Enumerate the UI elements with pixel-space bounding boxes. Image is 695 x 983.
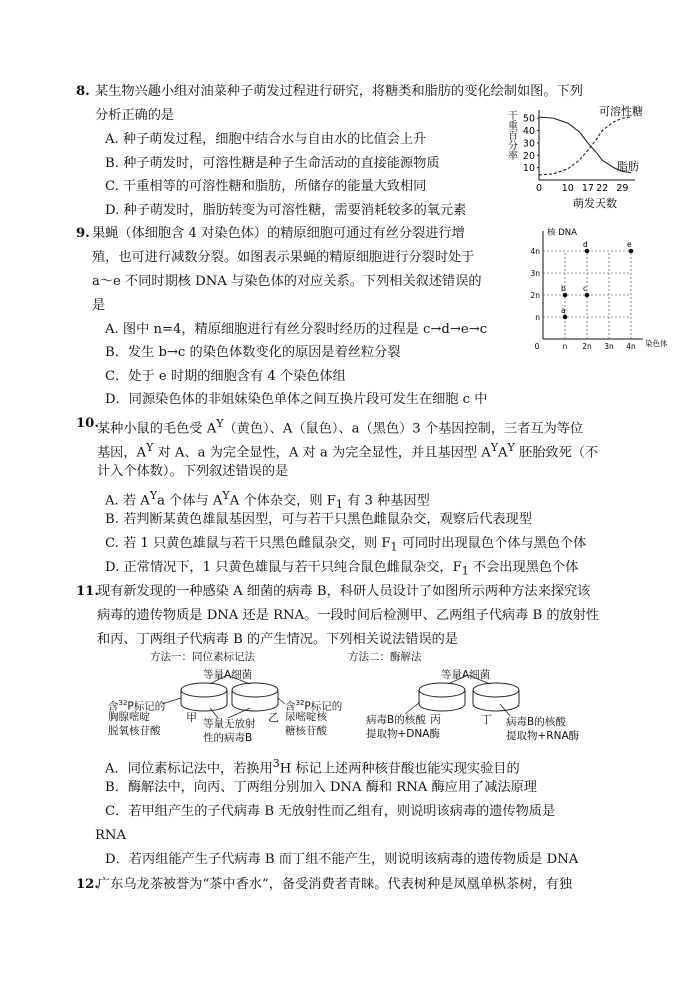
label-nonradioactive-virus-line2: 性的病毒B [203,732,253,744]
q8-y-tick-label: 20 [522,150,535,162]
q9-option-a: A. 图中 n=4，精原细胞进行有丝分裂时经历的过程是 c→d→e→c [105,322,488,337]
q8-x-tick-label: 29 [616,183,629,194]
q9-point-label-a: a [561,306,566,315]
q12-stem-line1: 广东乌龙茶被誉为“茶中香水”，备受消费者青睐。代表树种是凤凰单枞茶树，有独 [97,877,573,892]
q9-y-tick-label: 4n [530,247,540,256]
q10-option-c: C. 若 1 只黄色雄鼠与若干只黑色雌鼠杂交，则 $F_1$ 可同时出现鼠色个体与黑色个体 [105,536,587,554]
q8-y-tick-label: 40 [522,126,535,138]
q11-option-c-line1: C．若甲组产生的子代病毒 B 无放射性而乙组有，则说明该病毒的遗传物质是 [105,804,556,819]
q9-stem-line2: 殖，也可进行减数分裂。如图表示果蝇的精原细胞进行分裂时处于 [92,250,475,265]
q11-number: 11. [76,584,99,599]
q9-y-tick-label: 3n [530,269,540,278]
petri-dish-ding [473,683,519,711]
group-yi-label: 乙 [268,711,279,724]
q8-option-b: B. 种子萌发时，可溶性糖是种子生命活动的直接能源物质 [105,156,440,171]
q10-stem-line3: 计入个体数）。下列叙述错误的是 [97,464,289,479]
q9-y-axis-label: 核 DNA [547,228,577,238]
q8-y-tick-label: 50 [522,113,535,125]
q8-option-a: A. 种子萌发过程，细胞中结合水与自由水的比值会上升 [105,132,427,147]
q9-x-tick-label: 3n [604,342,614,351]
q8-number: 8. [76,84,90,99]
q11-stem-line1: 现有新发现的一种感染 A 细菌的病毒 B，科研人员设计了如图所示两种方法来探究该 [97,584,591,599]
q9-option-c: C．处于 e 时期的细胞含有 4 个染色体组 [105,369,346,384]
q9-x-tick-label: n [562,342,568,351]
q10-option-b: B. 若判断某黄色雄鼠基因型，可与若干只黑色雌鼠杂交，观察后代表现型 [105,512,532,527]
bacteria-arrows-1 [210,675,250,684]
q8-line-chart [503,106,653,210]
q9-x-tick-label: 2n [582,342,592,351]
method1-equal-bacteria: 等量A细菌 [203,669,253,681]
q8-x-axis-label: 萌发天数 [573,197,617,210]
q9-point-label-c: c [583,284,588,293]
q10-stem-line2: 基因，$A^Y$ 对 A、a 为完全显性，A 对 a 为完全显性，并且基因型 $A^YA^Y$ 胚胎致死（不 [97,441,599,461]
q12-number: 12. [76,877,99,892]
q10-option-d: D. 正常情况下，1 只黄色雄鼠与若干只纯合鼠色雌鼠杂交，$F_1$ 不会出现黑色个体 [105,560,579,578]
q11-option-a: A．同位素标记法中，若换用$^3$H 标记上述两种核苷酸也能实现实验目的 [105,757,520,777]
petri-dish-yi [232,683,278,711]
q8-stem-line2: 分析正确的是 [95,108,175,123]
q9-y-tick-label: 2n [530,291,540,300]
label-group-ding-treatment-line2: 提取物+RNA酶 [506,730,580,742]
label-group-bing-treatment: 病毒B的核酸 [366,714,426,726]
label-thymidine-line3: 脱氧核苷酸 [108,725,161,737]
q11-option-c-line2: RNA [95,828,126,843]
arrow-to-yi [278,698,285,704]
q8-series-label-sugar: 可溶性糖 [599,105,643,118]
petri-dish-bing [419,683,465,711]
q10-stem-line1: 某种小鼠的毛色受 $A^Y$（黄色）、A（鼠色）、a（黑色）3 个基因控制，三者互为等位 [97,417,584,437]
arrow-to-jia [162,698,181,704]
q8-x-tick-label: 10 [561,183,574,194]
q9-stem-line1: 果蝇（体细胞含 4 对染色体）的精原细胞可通过有丝分裂进行增 [92,226,465,241]
q9-x-axis-label: 染色体 [645,339,668,348]
q8-option-d: D. 种子萌发时，脂肪转变为可溶性糖，需要消耗较多的氧元素 [105,203,467,218]
q9-point-a [563,315,568,320]
label-32p-uridine: 含$^{32}$P标记的 [285,699,343,713]
q9-option-d: D．同源染色体的非姐妹染色单体之间互换片段可发生在细胞 c 中 [105,392,488,407]
q9-stem-line3: a～e 不同时期核 DNA 与染色体的对应关系。下列相关叙述错误的 [92,274,482,289]
q9-point-e [629,249,634,254]
q8-stem-line1: 某生物兴趣小组对油菜种子萌发过程进行研究，将糖类和脂肪的变化绘制如图。下列 [95,84,583,99]
q10-option-a: A. 若 $A^Ya$ 个体与 $A^YA$ 个体杂交，则 $F_1$ 有 3 种基因型 [105,489,430,512]
q8-x-tick-label: 22 [596,183,609,194]
q9-y-tick-label: n [535,313,540,322]
bacteria-arrows-2 [448,675,490,684]
q9-point-c [585,293,590,298]
q9-stem-line4: 是 [92,298,106,313]
q8-option-c: C. 干重相等的可溶性糖和脂肪，所储存的能量大致相同 [105,179,427,194]
label-group-ding-treatment: 病毒B的核酸 [506,716,566,728]
label-thymidine-line2: 胸腺嘧啶 [108,711,150,723]
label-uridine-line2: 尿嘧啶核 [285,711,327,723]
q9-point-label-d: d [583,240,588,249]
q8-y-axis-label: 干重百分率 [505,110,517,160]
q10-number: 10. [76,416,99,431]
label-uridine-line3: 糖核苷酸 [285,725,327,737]
q11-option-d: D．若丙组能产生子代病毒 B 而丁组不能产生，则说明该病毒的遗传物质是 DNA [105,852,579,867]
method2-title: 方法二：酶解法 [348,651,422,663]
q9-dna-chromosome-plot [530,225,668,351]
q8-series-label-fat: 脂肪 [617,160,639,173]
q11-petri-dishes [100,660,600,750]
label-32p-thymidine: 含$^{32}$P标记的 [108,699,166,713]
q9-number: 9. [76,226,90,241]
group-bing-label: 丙 [430,713,441,726]
q9-x-tick-label: 0 [534,342,540,351]
q9-x-tick-label: 4n [626,342,636,351]
q9-option-b: B．发生 b→c 的染色体数变化的原因是着丝粒分裂 [105,345,401,360]
q9-point-d [585,249,590,254]
q8-y-tick-label: 30 [522,138,535,150]
q8-y-tick-label: 10 [522,163,535,175]
method1-title: 方法一：同位素标记法 [150,651,255,663]
group-jia-label: 甲 [186,711,197,724]
q11-option-b: B．酶解法中，向丙、丁两组分别加入 DNA 酶和 RNA 酶应用了减法原理 [105,780,537,795]
q9-point-b [563,293,568,298]
label-nonradioactive-virus: 等量无放射 [203,718,256,730]
q9-point-label-e: e [627,240,632,249]
q8-x-tick-label: 0 [535,183,543,194]
arrow-to-bing [405,702,420,714]
label-group-bing-treatment-line2: 提取物+DNA酶 [366,728,440,740]
group-ding-label: 丁 [481,713,492,726]
petri-dish-jia [181,683,227,711]
q11-stem-line2: 病毒的遗传物质是 DNA 还是 RNA。一段时间后检测甲、乙两组子代病毒 B 的放射性 [97,608,600,623]
method2-equal-bacteria: 等量A细菌 [441,669,491,681]
q9-point-label-b: b [561,284,566,293]
q8-x-tick-label: 17 [581,183,594,194]
q11-stem-line3: 和丙、丁两组子代病毒 B 的产生情况。下列相关说法错误的是 [97,632,458,647]
